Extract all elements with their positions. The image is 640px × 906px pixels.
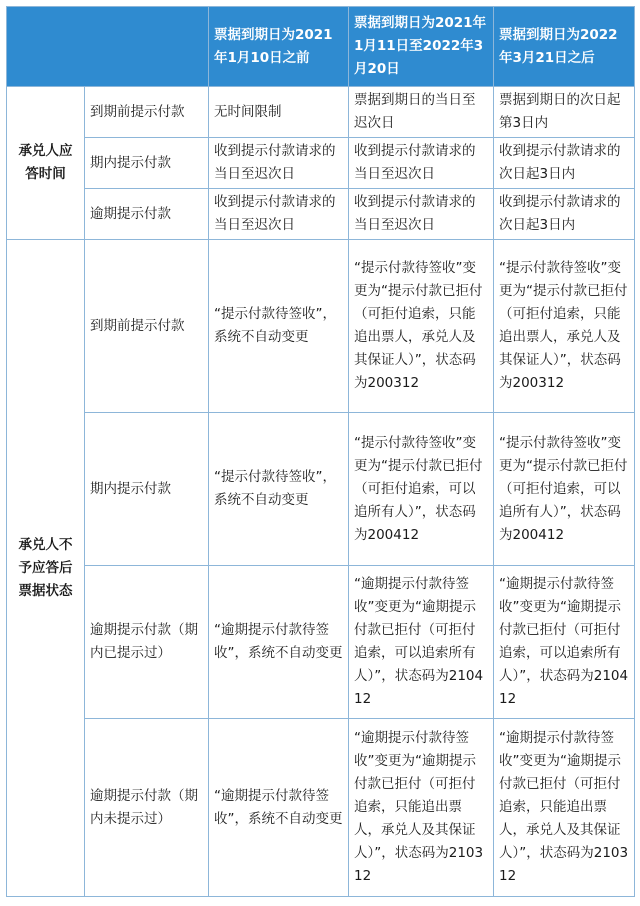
- cell-after: “逾期提示付款待签收”变更为“逾期提示付款已拒付（可拒付追索，只能追出票人，承兑人及其保证人）”，状态码为210312: [494, 719, 635, 897]
- cell-mid: 票据到期日的当日至迟次日: [349, 87, 494, 138]
- row-item: 逾期提示付款: [85, 189, 209, 240]
- cell-mid: “逾期提示付款待签收”变更为“逾期提示付款已拒付（可拒付追索，只能追出票人，承兑人及其保证人）”，状态码为210312: [349, 719, 494, 897]
- cell-before: “提示付款待签收”，系统不自动变更: [209, 413, 349, 566]
- cell-before: 收到提示付款请求的当日至迟次日: [209, 138, 349, 189]
- header-period-after: 票据到期日为2022年3月21日之后: [494, 7, 635, 87]
- cell-mid: 收到提示付款请求的当日至迟次日: [349, 189, 494, 240]
- cell-before: “逾期提示付款待签收”，系统不自动变更: [209, 719, 349, 897]
- row-item: 逾期提示付款（期内已提示过）: [85, 566, 209, 719]
- table-row: [7, 240, 635, 413]
- table-row: [7, 413, 635, 566]
- cell-before: 无时间限制: [209, 87, 349, 138]
- row-item: 期内提示付款: [85, 138, 209, 189]
- cell-before: “提示付款待签收”，系统不自动变更: [209, 240, 349, 413]
- bill-rules-table: [6, 6, 635, 897]
- section-label-no-response-status: 承兑人不予应答后票据状态: [7, 240, 85, 897]
- header-period-before: 票据到期日为2021年1月10日之前: [209, 7, 349, 87]
- cell-after: 收到提示付款请求的次日起3日内: [494, 189, 635, 240]
- cell-mid: “提示付款待签收”变更为“提示付款已拒付（可拒付追索，只能追出票人，承兑人及其保证人）”，状态码为200312: [349, 240, 494, 413]
- row-item: 到期前提示付款: [85, 87, 209, 138]
- cell-after: “提示付款待签收”变更为“提示付款已拒付（可拒付追索，可以追所有人）”，状态码为200412: [494, 413, 635, 566]
- table-row: [7, 87, 635, 138]
- cell-after: “提示付款待签收”变更为“提示付款已拒付（可拒付追索，只能追出票人，承兑人及其保证人）”，状态码为200312: [494, 240, 635, 413]
- cell-mid: 收到提示付款请求的当日至迟次日: [349, 138, 494, 189]
- cell-mid: “提示付款待签收”变更为“提示付款已拒付（可拒付追索，可以追所有人）”，状态码为200412: [349, 413, 494, 566]
- cell-after: “逾期提示付款待签收”变更为“逾期提示付款已拒付（可拒付追索，可以追索所有人）”，状态码为210412: [494, 566, 635, 719]
- row-item: 逾期提示付款（期内未提示过）: [85, 719, 209, 897]
- header-corner-cell: [7, 7, 209, 87]
- cell-before: 收到提示付款请求的当日至迟次日: [209, 189, 349, 240]
- row-item: 期内提示付款: [85, 413, 209, 566]
- cell-mid: “逾期提示付款待签收”变更为“逾期提示付款已拒付（可拒付追索，可以追索所有人）”，状态码为210412: [349, 566, 494, 719]
- cell-after: 收到提示付款请求的次日起3日内: [494, 138, 635, 189]
- table-row: [7, 189, 635, 240]
- cell-before: “逾期提示付款待签收”，系统不自动变更: [209, 566, 349, 719]
- row-item: 到期前提示付款: [85, 240, 209, 413]
- cell-after: 票据到期日的次日起第3日内: [494, 87, 635, 138]
- table-row: [7, 719, 635, 897]
- table-row: [7, 566, 635, 719]
- header-period-mid: 票据到期日为2021年1月11日至2022年3月20日: [349, 7, 494, 87]
- header-row: [7, 7, 635, 87]
- table-row: [7, 138, 635, 189]
- section-label-response-time: 承兑人应答时间: [7, 87, 85, 240]
